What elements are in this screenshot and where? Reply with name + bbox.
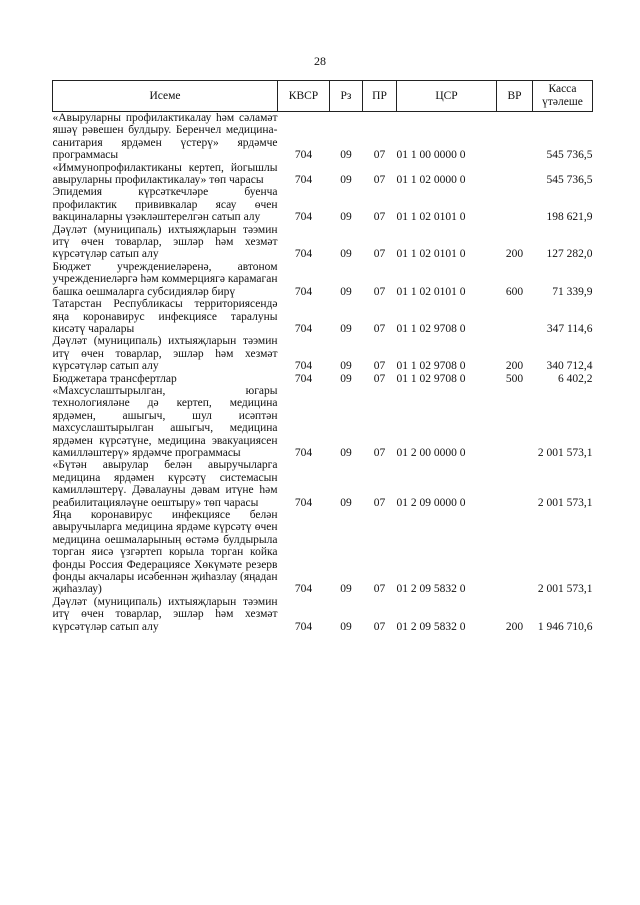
header-name: Исеме: [53, 81, 278, 112]
cell-csr: 01 2 09 5832 0: [396, 620, 466, 633]
cell-rz: 09: [340, 174, 352, 187]
header-csr: ЦСР: [397, 81, 497, 112]
cell-kvsr: 704: [294, 620, 313, 633]
cell-name: «Авыруларны профилактикалау һәм сәламәт яшәү рәвешен булдыру. Беренчел медицина-санитария ярдәмен үстерү» ярдәмче программасы: [52, 112, 278, 162]
cell-rz: 09: [340, 620, 352, 633]
header-kvsr: КВСР: [278, 81, 330, 112]
cell-amount: 347 114,6: [546, 322, 593, 335]
cell-name: Дәүләт (муниципаль) ихтыяҗларын тәэмин итү өчен товарлар, эшләр һәм хезмәт күрсәтүләр сатып алу: [52, 223, 278, 261]
table-row: [53, 186, 593, 223]
cell-pr: 07: [373, 211, 386, 224]
cell-csr: 01 2 00 0000 0: [396, 446, 466, 459]
cell-rz: 09: [340, 583, 352, 596]
cell-vr: 500: [505, 372, 524, 385]
cell-rz: 09: [340, 496, 352, 509]
table-row: [53, 224, 593, 261]
cell-kvsr: 704: [294, 360, 313, 373]
cell-pr: 07: [373, 174, 386, 187]
cell-amount: 198 621,9: [546, 211, 593, 224]
cell-csr: 01 1 02 9708 0: [396, 372, 466, 385]
table-row: [53, 509, 593, 596]
table-row: [53, 459, 593, 509]
cell-amount: 545 736,5: [546, 149, 593, 162]
cell-rz: 09: [340, 372, 352, 385]
cell-kvsr: 704: [294, 496, 313, 509]
cell-vr: [497, 162, 533, 187]
cell-pr: 07: [373, 322, 386, 335]
cell-vr: [497, 186, 533, 223]
table-row: [53, 112, 593, 162]
cell-csr: 01 1 02 9708 0: [396, 322, 466, 335]
cell-name: «Махсуслаштырылган, югары технологияләне дә кертеп, медицина ярдәмен, ашыгыч, шул исәптән махсуслаштырылган ашыгыч, медицина ярдәмен күрсәтүне, медицина эвакуациясен камилләштерү» ярдәмче программасы: [52, 384, 278, 459]
cell-name: «Иммунопрофилактиканы кертеп, йогышлы авыруларны профилактикалау» төп чарасы: [52, 161, 278, 187]
cell-name: Бюджетара трансфертлар: [52, 372, 177, 385]
table-row: [53, 373, 593, 385]
cell-name: Эпидемия күрсәткечләре буенча профилактик прививкалар ясау өчен вакциналарны үзәкләштерелгән сатып алу: [52, 186, 278, 224]
cell-vr: 200: [505, 620, 524, 633]
cell-pr: 07: [373, 285, 386, 298]
cell-rz: 09: [340, 211, 352, 224]
cell-amount: 545 736,5: [546, 174, 593, 187]
header-amount: Касса үтәлеше: [533, 81, 593, 112]
cell-pr: 07: [373, 620, 386, 633]
cell-rz: 09: [340, 248, 352, 261]
cell-csr: 01 1 02 0101 0: [396, 285, 466, 298]
cell-csr: 01 1 02 9708 0: [396, 360, 466, 373]
cell-amount: 340 712,4: [546, 360, 593, 373]
cell-pr: 07: [373, 583, 386, 596]
cell-vr: [497, 385, 533, 459]
table-row: [53, 162, 593, 187]
cell-vr: 600: [505, 285, 524, 298]
table-row: [53, 335, 593, 372]
cell-kvsr: 704: [294, 285, 313, 298]
cell-name: Татарстан Республикасы территориясендә яңа коронавирус инфекциясе таралуны кисәтү чаралары: [52, 298, 278, 335]
cell-vr: [497, 459, 533, 509]
table-row: [53, 261, 593, 298]
cell-rz: 09: [340, 446, 352, 459]
cell-vr: [497, 112, 533, 162]
cell-vr: 200: [505, 248, 524, 261]
cell-kvsr: 704: [294, 174, 313, 187]
cell-csr: 01 1 00 0000 0: [396, 149, 466, 162]
cell-kvsr: 704: [294, 211, 313, 224]
table-row: [53, 298, 593, 335]
cell-csr: 01 1 02 0101 0: [396, 211, 466, 224]
cell-csr: 01 1 02 0101 0: [396, 248, 466, 261]
table-row: [53, 596, 593, 633]
cell-name: Дәүләт (муниципаль) ихтыяҗларын тәэмин итү өчен товарлар, эшләр һәм хезмәт күрсәтүләр сатып алу: [52, 335, 278, 373]
cell-name: «Бүтән авырулар белән авыручыларга медицина ярдәмен күрсәтү системасын камилләштерү. Дәвалауны дәвам итүне һәм реабилитацияләүне оештыру» төп чарасы: [52, 459, 278, 509]
cell-amount: 127 282,0: [546, 248, 593, 261]
cell-pr: 07: [373, 149, 386, 162]
cell-name: Бюджет учреждениеләренә, автоном учреждениеләргә һәм коммерциягә карамаган башка оешмаларга субсидияләр бирү: [52, 260, 278, 298]
header-vr: ВР: [497, 81, 533, 112]
cell-vr: [497, 298, 533, 335]
cell-name: Дәүләт (муниципаль) ихтыяҗларын тәэмин итү өчен товарлар, эшләр һәм хезмәт күрсәтүләр сатып алу: [52, 595, 278, 633]
header-rz: Рз: [330, 81, 363, 112]
cell-csr: 01 2 09 0000 0: [396, 496, 466, 509]
cell-pr: 07: [373, 372, 386, 385]
cell-rz: 09: [340, 285, 352, 298]
cell-amount: 2 001 573,1: [537, 583, 593, 596]
cell-csr: 01 2 09 5832 0: [396, 583, 466, 596]
table-body: [53, 112, 593, 634]
cell-amount: 2 001 573,1: [537, 446, 593, 459]
cell-kvsr: 704: [294, 248, 313, 261]
cell-name: Яңа коронавирус инфекциясе белән авыручыларга медицина ярдәме күрсәтү өчен медицина оешмаларының өстәмә булдырыла торган яисә үзгәртеп корыла торган койка фонды Россия Федерациясе Хөкүмәте резерв фонды акчалары исәбеннән җиһазлау (яңадан җиһазлау): [52, 509, 278, 596]
cell-pr: 07: [373, 446, 386, 459]
cell-pr: 07: [373, 360, 386, 373]
cell-kvsr: 704: [294, 446, 313, 459]
cell-amount: 71 339,9: [552, 285, 593, 298]
table-header: [53, 81, 593, 112]
budget-table: [52, 80, 593, 633]
header-pr: ПР: [363, 81, 397, 112]
cell-amount: 2 001 573,1: [537, 496, 593, 509]
cell-rz: 09: [340, 360, 352, 373]
cell-amount: 6 402,2: [558, 372, 593, 385]
cell-vr: 200: [505, 360, 524, 373]
cell-rz: 09: [340, 149, 352, 162]
cell-kvsr: 704: [294, 149, 313, 162]
cell-pr: 07: [373, 248, 386, 261]
cell-amount: 1 946 710,6: [537, 620, 593, 633]
cell-csr: 01 1 02 0000 0: [396, 174, 466, 187]
cell-kvsr: 704: [294, 583, 313, 596]
page-number: 28: [314, 54, 326, 68]
cell-vr: [497, 509, 533, 596]
cell-rz: 09: [340, 322, 352, 335]
cell-kvsr: 704: [294, 372, 313, 385]
cell-kvsr: 704: [294, 322, 313, 335]
table-row: [53, 385, 593, 459]
cell-pr: 07: [373, 496, 386, 509]
